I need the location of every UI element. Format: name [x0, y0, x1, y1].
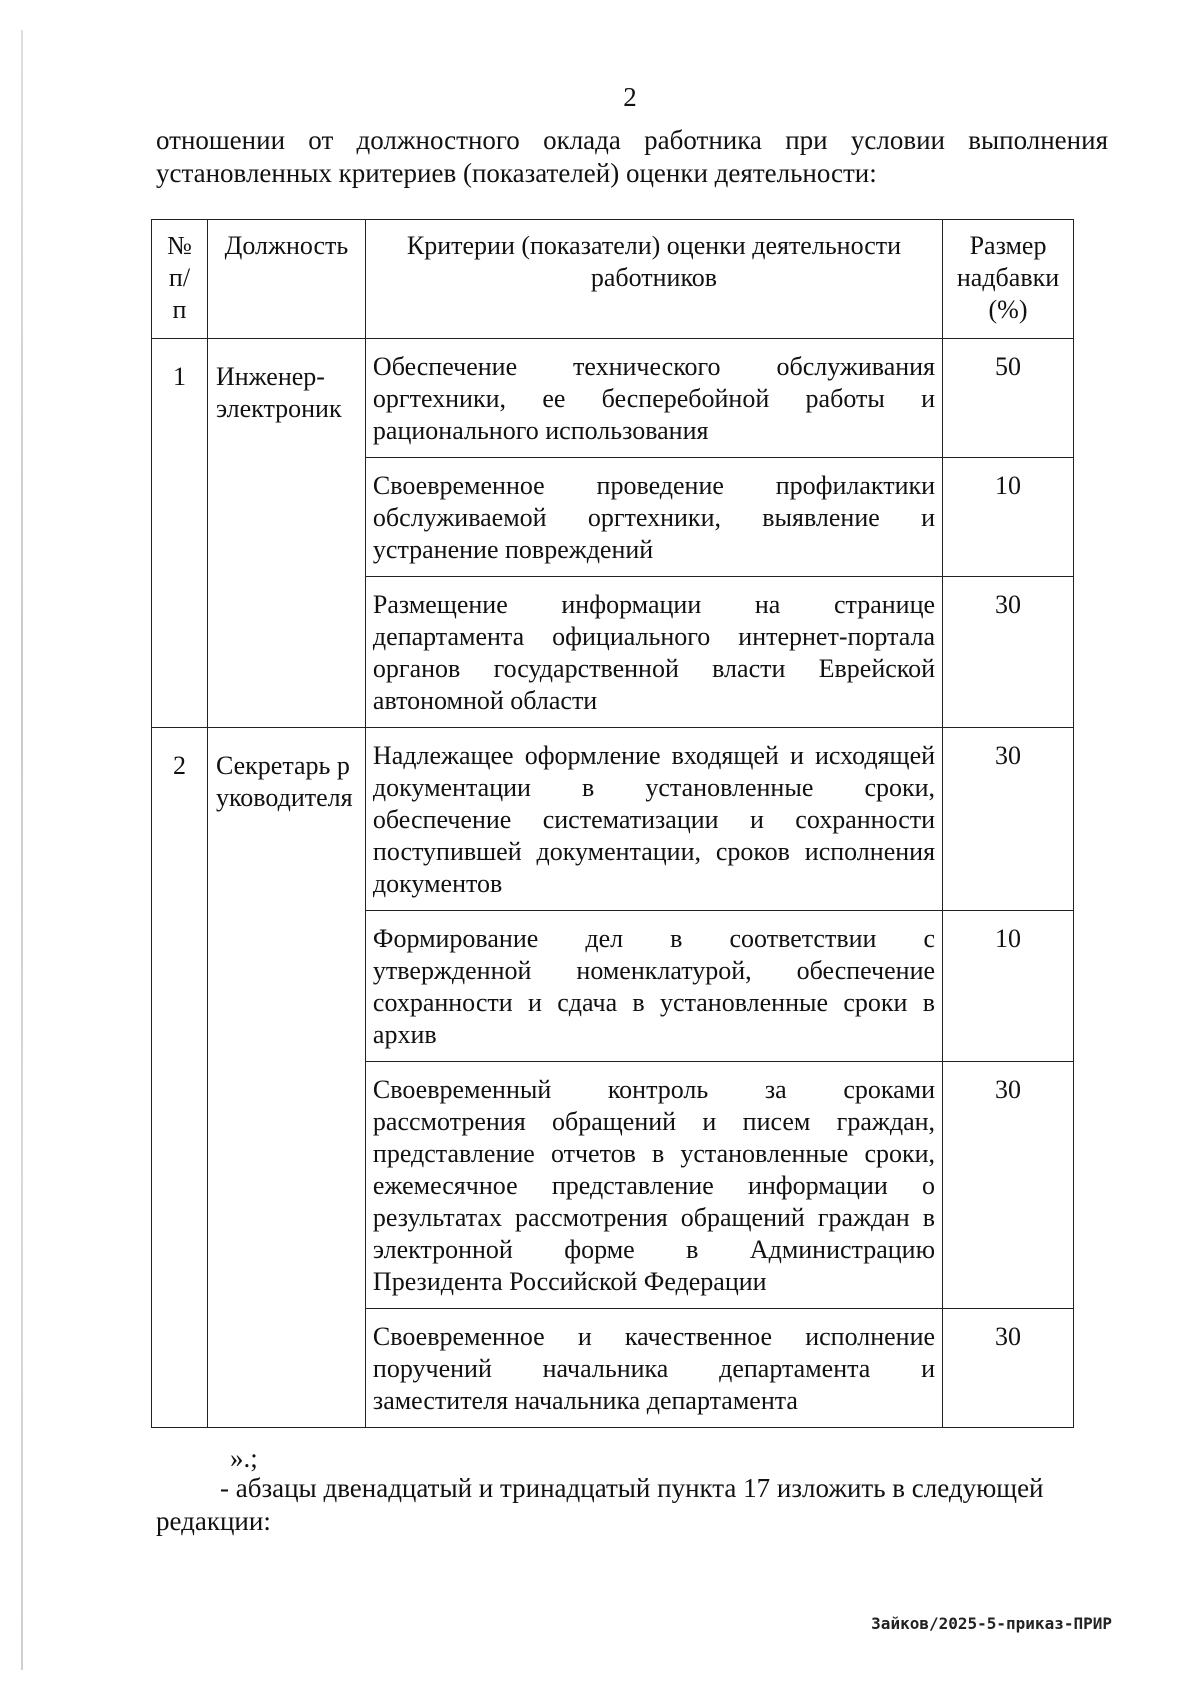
bonus-cell: 10 [943, 458, 1074, 577]
table-header-row [152, 220, 1074, 339]
bonus-cell: 30 [943, 1309, 1074, 1428]
criterion-cell: Размещение информации на странице департамента официального интернет-портала органов государственной власти Еврейской автономной области [365, 577, 942, 728]
row-number: 1 [152, 339, 208, 728]
bonus-cell: 50 [943, 339, 1074, 458]
criterion-cell: Своевременное и качественное исполнение поручений начальника департамента и заместителя начальника департамента [365, 1309, 942, 1428]
header-bonus: Размер надбавки (%) [943, 220, 1074, 339]
criterion-cell: Надлежащее оформление входящей и исходящей документации в установленные сроки, обеспечение систематизации и сохранности поступившей документации, сроков исполнения документов [365, 728, 942, 911]
criterion-cell: Формирование дел в соответствии с утвержденной номенклатурой, обеспечение сохранности и сдача в установленные сроки в архив [365, 911, 942, 1062]
document-code: Зайков/2025-5-приказ-ПРИР [871, 1614, 1112, 1633]
bonus-cell: 30 [943, 728, 1074, 911]
criterion-cell: Своевременный контроль за сроками рассмотрения обращений и писем граждан, представление отчетов в установленные сроки, ежемесячное представление информации о результатах рассмотрения обращений граждан в электронной форме в Администрацию Президента Российской Федерации [365, 1062, 942, 1309]
position-cell: Инженер-электроник [207, 339, 365, 728]
criterion-cell: Своевременное проведение профилактики обслуживаемой оргтехники, выявление и устранение повреждений [365, 458, 942, 577]
intro-line-2: установленных критериев (показателей) оценки деятельности: [156, 158, 877, 188]
intro-line-1: отношении от должностного оклада работника при условии выполнения [156, 125, 1108, 155]
table-row [152, 339, 1074, 458]
criterion-cell: Обеспечение технического обслуживания оргтехники, ее бесперебойной работы и рационального использования [365, 339, 942, 458]
page-number: 2 [623, 82, 637, 112]
header-position: Должность [207, 220, 365, 339]
row-number: 2 [152, 728, 208, 1428]
criteria-table [151, 219, 1074, 1428]
instruction-paragraph [156, 1472, 1116, 1538]
table-row [152, 728, 1074, 911]
header-criteria: Критерии (показатели) оценки деятельности работников [365, 220, 942, 339]
scan-edge [21, 30, 23, 1670]
instruction-line-2: редакции: [156, 1506, 271, 1536]
instruction-line-1: - абзацы двенадцатый и тринадцатый пункта 17 изложить в следующей [220, 1473, 1044, 1503]
bonus-cell: 30 [943, 577, 1074, 728]
intro-paragraph [156, 124, 1108, 190]
bonus-cell: 30 [943, 1062, 1074, 1309]
bonus-cell: 10 [943, 911, 1074, 1062]
header-number: № п/п [152, 220, 208, 339]
position-cell: Секретарь руководителя [207, 728, 365, 1428]
closing-quote-mark: ».; [230, 1443, 258, 1473]
